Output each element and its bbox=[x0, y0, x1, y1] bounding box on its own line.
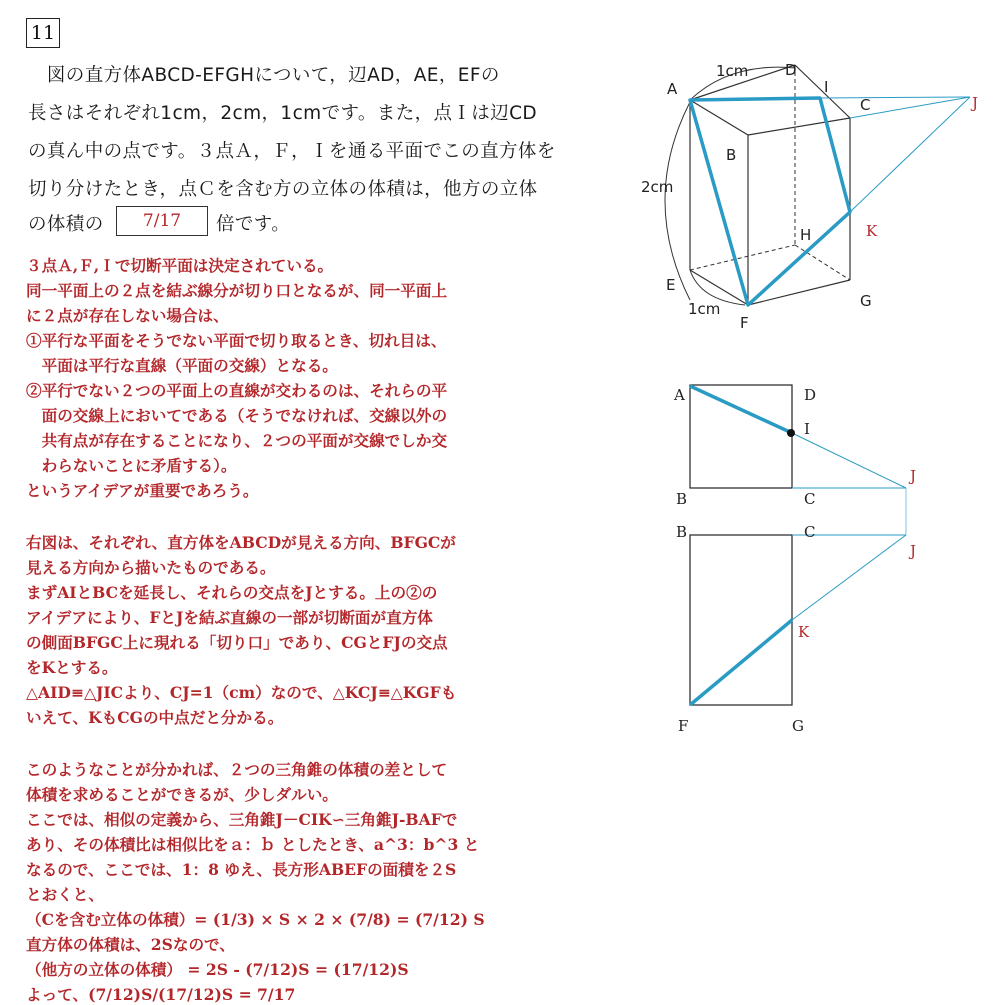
solution-line: 見える方向から描いたものである。 bbox=[26, 558, 276, 577]
label-G: G bbox=[792, 717, 804, 735]
solution-line: に２点が存在しない場合は、 bbox=[26, 306, 229, 325]
label-D: D bbox=[804, 386, 817, 404]
problem-line: の真ん中の点です。３点Ａ，Ｆ，Ｉを通る平面でこの直方体を bbox=[28, 141, 556, 162]
dim-top: 1cm bbox=[716, 62, 749, 80]
solution-line: わらないことに矛盾する）。 bbox=[26, 456, 237, 475]
solution-line: 面の交線上においてである（そうでなければ、交線以外の bbox=[26, 406, 448, 425]
solution-line: いえて、KもCGの中点だと分かる。 bbox=[26, 708, 284, 727]
label-I: I bbox=[824, 78, 829, 96]
label-E: E bbox=[666, 276, 676, 294]
solution-line: このようなことが分かれば、２つの三角錐の体積の差として bbox=[26, 760, 448, 779]
label-D: D bbox=[785, 61, 797, 79]
label-K: K bbox=[798, 623, 810, 641]
solution-line: まずAIとBCを延長し、それらの交点をJとする。上の②の bbox=[26, 583, 438, 602]
label-C: C bbox=[804, 523, 816, 541]
extension-KJ bbox=[850, 97, 970, 212]
label-I: I bbox=[804, 420, 810, 438]
top-view-figure bbox=[673, 385, 916, 508]
solution-line: ３点Ａ,Ｆ,Ｉで切断平面は決定されている。 bbox=[26, 256, 334, 275]
solution-line: 共有点が存在することになり、２つの平面が交線でしか交 bbox=[26, 431, 448, 450]
label-B: B bbox=[676, 490, 688, 508]
label-F: F bbox=[740, 314, 749, 332]
solution-line: ②平行でない２つの平面上の直線が交わるのは、それらの平 bbox=[26, 381, 448, 400]
solution-line: △AID≡△JICより、CJ=1（cm）なので、△KCJ≡△KGFも bbox=[26, 683, 457, 702]
dim-arc-side bbox=[665, 102, 690, 300]
problem-number: 11 bbox=[26, 18, 60, 48]
label-J: J bbox=[910, 542, 917, 560]
problem-line: 切り分けたとき，点Ｃを含む方の立体の体積は，他方の立体 bbox=[28, 179, 538, 200]
label-A: A bbox=[674, 386, 685, 404]
cut-section bbox=[690, 98, 850, 305]
problem-line-prefix: の体積の bbox=[28, 214, 104, 235]
solution-line: 右図は、それぞれ、直方体をABCDが見える方向、BFGCが bbox=[26, 533, 456, 552]
label-G: G bbox=[860, 292, 872, 310]
label-C: C bbox=[804, 490, 816, 508]
solution-line: （Cを含む立体の体積）= (1/3) × S × 2 × (7/8) = (7/12) S bbox=[26, 910, 485, 929]
side-view-figure bbox=[676, 523, 916, 735]
dim-bottom: 1cm bbox=[688, 300, 721, 318]
solution-line: の側面BFGC上に現れる「切り口」であり、CGとFJの交点 bbox=[26, 633, 448, 652]
answer-box: 7/17 bbox=[116, 206, 208, 236]
point-I-dot bbox=[787, 429, 795, 437]
problem-line-suffix: 倍です。 bbox=[216, 214, 291, 235]
dim-side: 2cm bbox=[641, 178, 674, 196]
label-J: J bbox=[972, 94, 979, 112]
side-view-KJ bbox=[792, 535, 906, 620]
cuboid-figure bbox=[641, 61, 978, 332]
solution-line: （他方の立体の体積） = 2S - (7/12)S = (17/12)S bbox=[26, 960, 409, 979]
solution-line: 直方体の体積は、2Sなので、 bbox=[26, 935, 235, 954]
label-B: B bbox=[676, 523, 688, 541]
label-K: K bbox=[866, 222, 878, 240]
hidden-edge-HG bbox=[795, 245, 850, 280]
hidden-edge-EH bbox=[690, 245, 795, 270]
solution-line: ①平行な平面をそうでない平面で切り取るとき、切れ目は、 bbox=[26, 331, 447, 350]
solution-line: あり、その体積比は相似比をａ：ｂ としたとき、a^3：b^3 と bbox=[26, 835, 480, 854]
top-view-IJ bbox=[792, 433, 906, 488]
solution-line: なるので、ここでは、1：8 ゆえ、長方形ABEFの面積を２S bbox=[26, 860, 457, 879]
solution-line: というアイデアが重要であろう。 bbox=[26, 481, 259, 500]
solution-line: ここでは、相似の定義から、三角錐J－CIK∽三角錐J-BAFで bbox=[26, 810, 458, 829]
solution-line: よって、(7/12)S/(17/12)S = 7/17 bbox=[26, 985, 296, 1004]
top-view-AI bbox=[690, 386, 792, 433]
solution-line: 体積を求めることができるが、少しダルい。 bbox=[26, 785, 338, 804]
label-A: A bbox=[667, 80, 678, 98]
label-H: H bbox=[800, 226, 812, 244]
edge-BC bbox=[748, 118, 850, 135]
label-C: C bbox=[860, 96, 871, 114]
side-view-FK bbox=[690, 620, 792, 705]
problem-line: 図の直方体ABCD-EFGHについて，辺AD，AE，EFの bbox=[28, 65, 500, 86]
extension-IJ bbox=[820, 97, 970, 98]
label-J: J bbox=[910, 467, 917, 485]
solution-line: 平面は平行な直線（平面の交線）となる。 bbox=[26, 356, 338, 375]
side-view-rect bbox=[690, 535, 792, 705]
solution-line: とおくと、 bbox=[26, 885, 104, 904]
problem-line: 長さはそれぞれ1cm，2cm，1cmです。また，点Ｉは辺CD bbox=[28, 103, 538, 124]
solution-line: アイデアにより、FとJを結ぶ直線の一部が切断面が直方体 bbox=[26, 608, 433, 627]
label-B: B bbox=[726, 146, 737, 164]
solution-line: をKとする。 bbox=[26, 658, 118, 677]
label-F: F bbox=[678, 717, 689, 735]
top-view-square bbox=[690, 385, 792, 488]
solution-line: 同一平面上の２点を結ぶ線分が切り口となるが、同一平面上 bbox=[26, 281, 448, 300]
